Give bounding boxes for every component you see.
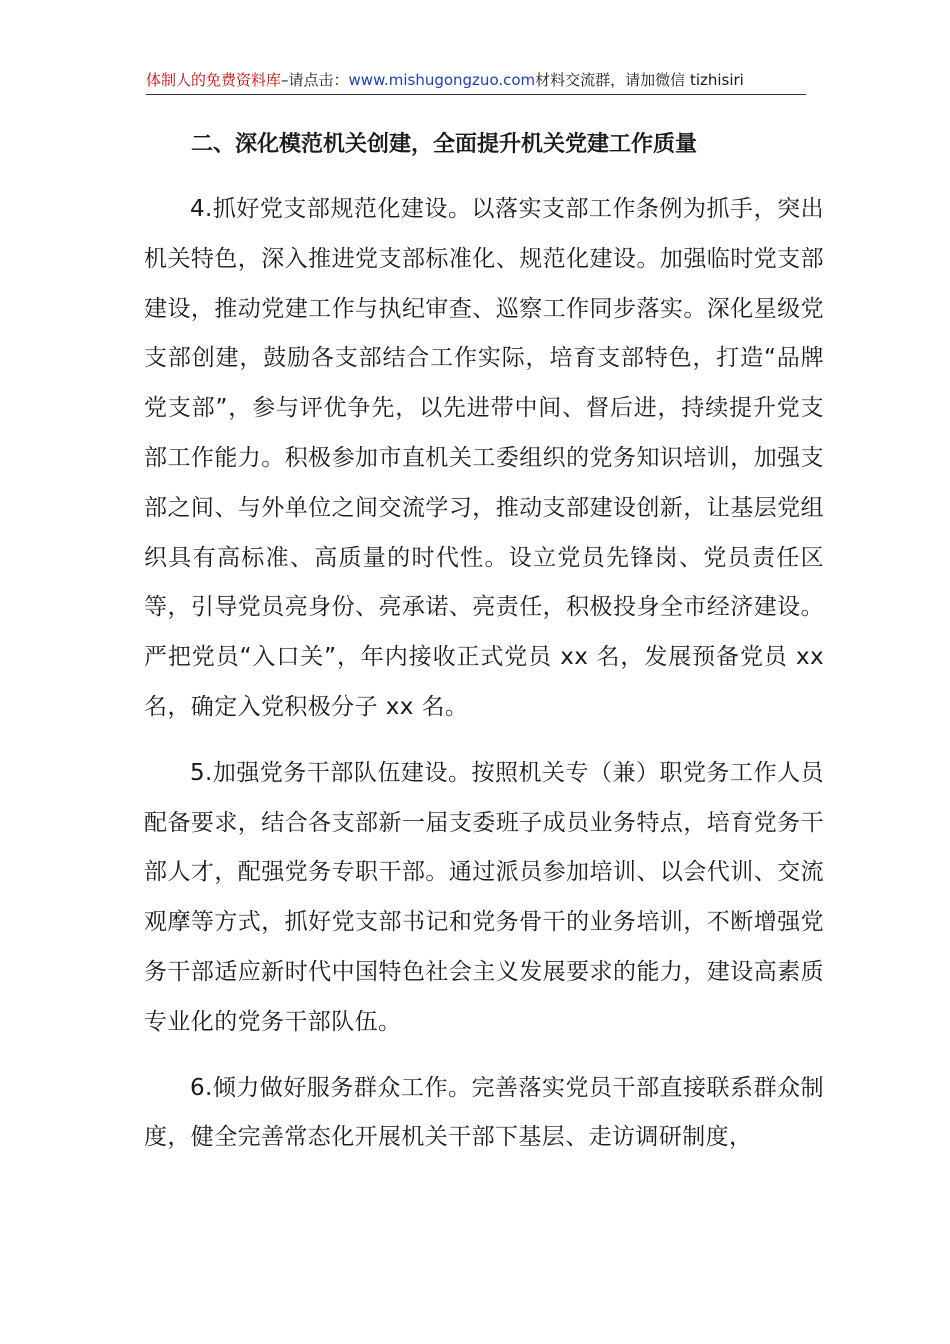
paragraph-4: 4.抓好党支部规范化建设。以落实支部工作条例为抓手，突出机关特色，深入推进党支部标准化、规范化建设。加强临时党支部建设，推动党建工作与执纪审查、巡察工作同步落实。深化星级党支部创建，鼓励各支部结合工作实际，培育支部特色，打造“品牌党支部”，参与评优争先，以先进带中间、督后进，持续提升党支部工作能力。积极参加市直机关工委组织的党务知识培训，加强支部之间、与外单位之间交流学习，推动支部建设创新，让基层党组织具有高标准、高质量的时代性。设立党员先锋岗、党员责任区等，引导党员亮身份、亮承诺、亮责任，积极投身全市经济建设。严把党员“入口关”，年内接收正式党员 xx 名，发展预备党员 xx 名，确定入党积极分子 xx 名。 <box>144 196 824 720</box>
header-wechat-note: 材料交流群，请加微信 tizhisiri <box>535 71 744 89</box>
header-separator: –请点击： <box>281 71 349 89</box>
paragraph-6: 6.倾力做好服务群众工作。完善落实党员干部直接联系群众制度，健全完善常态化开展机关干部下基层、走访调研制度， <box>144 1074 824 1151</box>
document-body <box>144 120 824 1163</box>
page-header <box>146 68 806 95</box>
section-title: 二、深化模范机关创建，全面提升机关党建工作质量 <box>191 132 698 157</box>
paragraph-5: 5.加强党务干部队伍建设。按照机关专（兼）职党务工作人员配备要求，结合各支部新一届支委班子成员业务特点，培育党务干部人才，配强党务专职干部。通过派员参加培训、以会代训、交流观摩等方式，抓好党支部书记和党务骨干的业务培训，不断增强党务干部适应新时代中国特色社会主义发展要求的能力，建设高素质专业化的党务干部队伍。 <box>144 759 824 1035</box>
header-brand: 体制人的免费资料库 <box>146 71 282 89</box>
header-link[interactable]: www.mishugongzuo.com <box>348 71 536 89</box>
